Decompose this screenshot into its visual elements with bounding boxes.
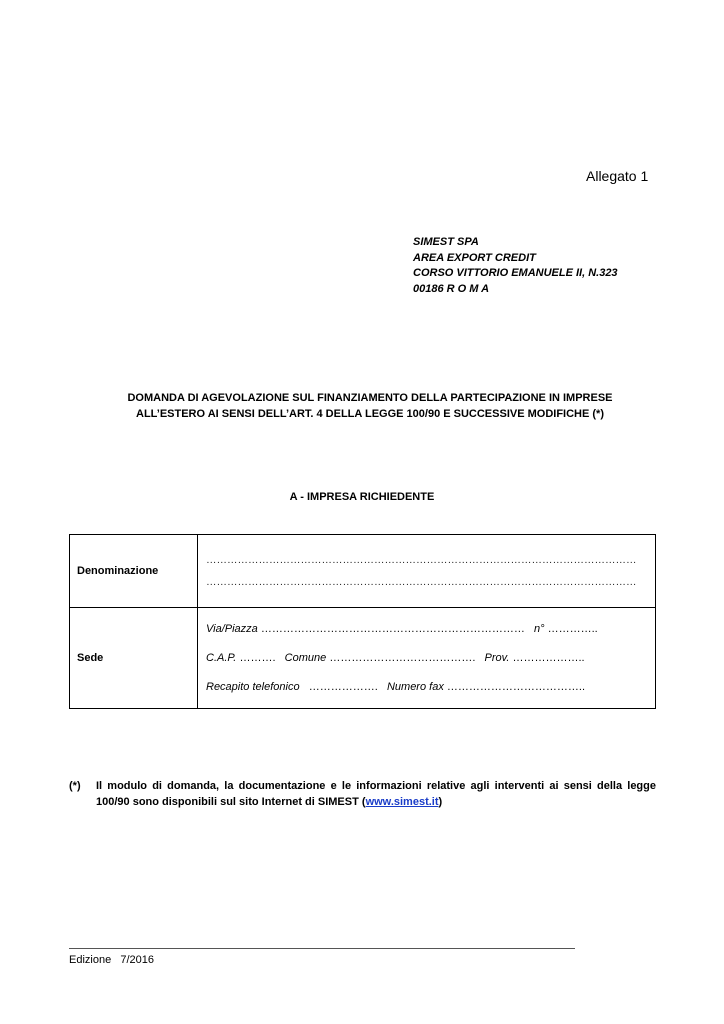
cap-label: C.A.P.	[206, 651, 237, 664]
fax-label: Numero fax	[386, 680, 444, 693]
fax-field[interactable]: ………………………………..	[446, 680, 586, 693]
footer-divider	[69, 948, 575, 949]
via-line	[198, 615, 655, 644]
footnote-text-block	[96, 779, 656, 810]
footnote-mark: (*)	[69, 780, 81, 792]
prov-label: Prov.	[484, 651, 510, 664]
cap-field[interactable]: ……….	[239, 651, 276, 664]
tel-label: Recapito telefonico	[206, 680, 300, 693]
address-line: 00186 R O M A	[413, 282, 490, 295]
address-line: AREA EXPORT CREDIT	[413, 251, 536, 264]
prov-field[interactable]: ………………..	[512, 651, 585, 664]
comune-label: Comune	[284, 651, 327, 664]
company-form-table	[69, 534, 656, 709]
denominazione-dots-1[interactable]: ……………………………………………………………………………………………………………	[206, 554, 637, 566]
link-close-paren: )	[438, 795, 443, 808]
allegato-label: Allegato 1	[586, 168, 649, 184]
denominazione-field[interactable]	[198, 535, 656, 608]
tel-field[interactable]: ……………….	[308, 680, 378, 693]
n-field[interactable]: …………..	[547, 622, 598, 635]
section-title: A - IMPRESA RICHIEDENTE	[289, 491, 435, 503]
link-open-paren: (	[361, 795, 366, 808]
comune-field[interactable]: ………………………………….	[329, 651, 476, 664]
address-line: CORSO VITTORIO EMANUELE II, N.323	[413, 267, 618, 279]
denominazione-dots-2[interactable]: ……………………………………………………………………………………………………………	[206, 576, 637, 588]
recipient-address	[413, 235, 618, 297]
address-line: SIMEST SPA	[413, 236, 479, 248]
cap-line	[198, 644, 655, 673]
via-label: Via/Piazza	[206, 622, 258, 635]
n-label: n°	[534, 622, 545, 635]
sede-row	[70, 608, 656, 709]
simest-website-link[interactable]: www.simest.it	[365, 795, 439, 808]
edition-label: Edizione 7/2016	[69, 954, 155, 966]
via-field[interactable]: ………………………………………………………………	[260, 622, 525, 635]
denominazione-label: Denominazione	[70, 535, 198, 608]
sede-label: Sede	[70, 608, 198, 709]
title-line-2: ALL’ESTERO AI SENSI DELL’ART. 4 DELLA LEGGE 100/90 E SUCCESSIVE MODIFICHE (*)	[136, 407, 604, 420]
footnote	[69, 779, 656, 810]
title-line-1: DOMANDA DI AGEVOLAZIONE SUL FINANZIAMENTO DELLA PARTECIPAZIONE IN IMPRESE	[127, 392, 613, 404]
contact-line	[198, 673, 655, 702]
footnote-text: Il modulo di domanda, la documentazione e le informazioni relative agli interventi ai sensi della legge 100/90 sono disponibili sul sito Internet di SIMEST	[96, 780, 656, 808]
sede-fields	[198, 608, 656, 709]
document-title	[60, 391, 680, 422]
denominazione-row	[70, 535, 656, 608]
